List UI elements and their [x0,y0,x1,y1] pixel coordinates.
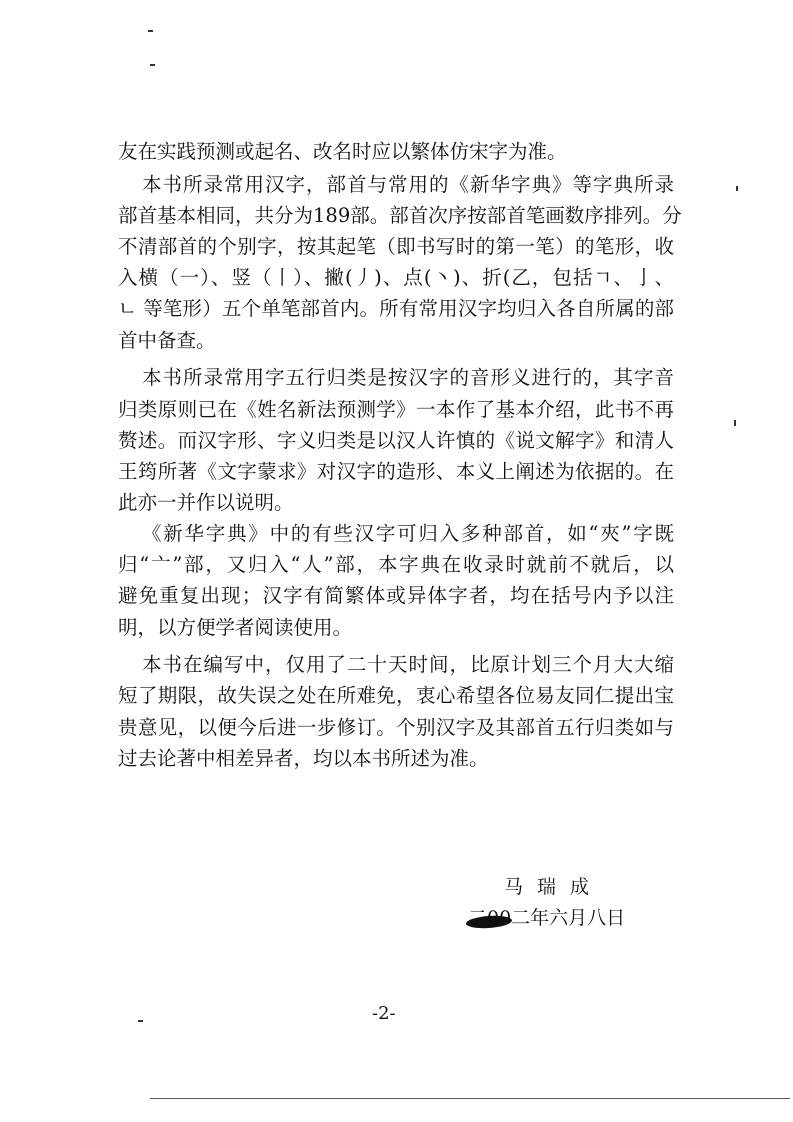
scan-speck [148,30,153,32]
author-signature: 马瑞成 [504,876,604,898]
text-line: 短了期限，故失误之处在所难免，衷心希望各位易友同仁提出宝 [118,684,674,707]
scan-speck [734,420,736,426]
text-line: 明，以方便学者阅读使用。 [118,616,353,639]
text-line: 赘述。而汉字形、字义归类是以汉人许慎的《说文解字》和清人 [118,429,674,452]
scan-speck [150,64,155,66]
signature-date: 二00二年六月八日 [468,907,626,929]
text-line: 此亦一并作以说明。 [118,491,294,514]
scan-edge-line [150,1098,790,1099]
text-line: 入横（一）、竖（丨）、撇(丿)、点(丶)、折(乙，包括ㄱ、亅、 [118,266,674,289]
text-line: 本书所录常用字五行归类是按汉字的音形义进行的，其字音 [142,366,674,389]
text-line: 归“亠”部，又归入“人”部，本字典在收录时就前不就后，以 [118,553,674,576]
text-line: 友在实践预测或起名、改名时应以繁体仿宋字为准。 [118,140,567,163]
text-line: ㄴ 等笔形）五个单笔部首内。所有常用汉字均归入各自所属的部 [118,297,674,320]
page-number: -2- [372,1003,396,1024]
scan-speck [736,186,738,191]
text-line: 避免重复出现；汉字有简繁体或异体字者，均在括号内予以注 [118,584,674,607]
text-line: 贵意见，以便今后进一步修订。个别汉字及其部首五行归类如与 [118,716,674,739]
text-line: 归类原则已在《姓名新法预测学》一本作了基本介绍，此书不再 [118,398,674,421]
text-line: 本书在编写中，仅用了二十天时间，比原计划三个月大大缩 [142,653,674,676]
text-line: 《新华字典》中的有些汉字可归入多种部首，如“夾”字既 [142,522,674,545]
scan-speck [138,1020,143,1022]
text-line: 过去论著中相差异者，均以本书所述为准。 [118,747,489,770]
text-line: 首中备查。 [118,329,216,352]
text-line: 王筠所著《文字蒙求》对汉字的造形、本义上阐述为依据的。在 [118,460,674,483]
text-line: 部首基本相同，共分为189部。部首次序按部首笔画数序排列。分 [118,204,682,227]
text-line: 本书所录常用汉字，部首与常用的《新华字典》等字典所录 [142,173,674,196]
text-line: 不清部首的个别字，按其起笔（即书写时的第一笔）的笔形，收 [118,235,674,258]
